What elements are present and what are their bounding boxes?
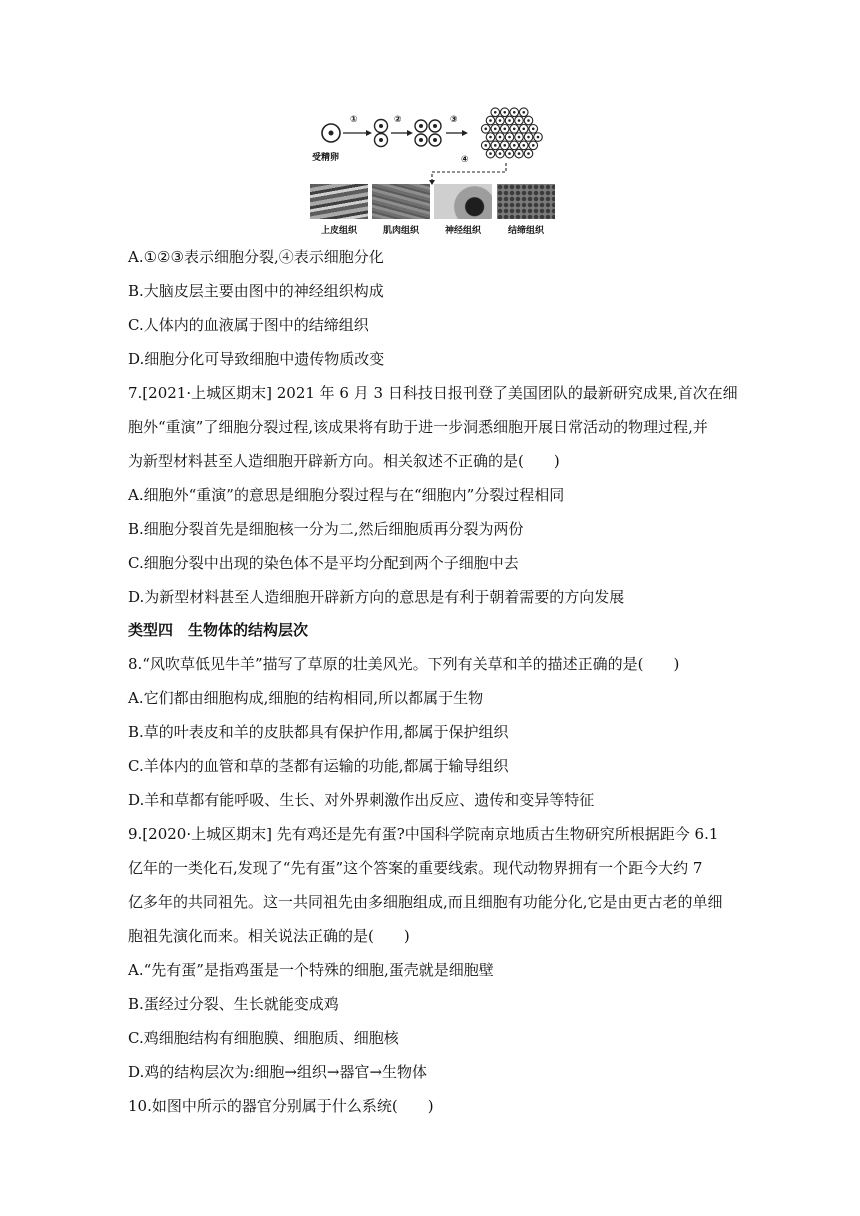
cluster-cell-nucleus bbox=[489, 136, 492, 139]
connective-tissue-image bbox=[497, 184, 555, 219]
cell-differentiation-figure bbox=[310, 100, 560, 240]
q8-option-a: A.它们都由细胞构成,细胞的结构相同,所以都属于生物 bbox=[128, 689, 484, 707]
tissue-label-connective: 结缔组织 bbox=[507, 226, 544, 236]
q7-stem-line-1: 7.[2021·上城区期末] 2021 年 6 月 3 日科技日报刊登了美国团队的最新研究成果,首次在细 bbox=[128, 384, 738, 402]
cluster-cell-nucleus bbox=[527, 136, 530, 139]
cluster-cell-nucleus bbox=[513, 127, 516, 130]
q9-option-d: D.鸡的结构层次为:细胞→组织→器官→生物体 bbox=[128, 1063, 428, 1081]
q8-stem: 8.“风吹草低见牛羊”描写了草原的壮美风光。下列有关草和羊的描述正确的是( ) bbox=[128, 655, 680, 673]
cluster-cell-nucleus bbox=[503, 111, 506, 114]
q8-option-b: B.草的叶表皮和羊的皮肤都具有保护作用,都属于保护组织 bbox=[128, 723, 509, 741]
q7-option-c: C.细胞分裂中出现的染色体不是平均分配到两个子细胞中去 bbox=[128, 554, 519, 572]
q9-stem-line-3: 亿多年的共同祖先。这一共同祖先由多细胞组成,而且细胞有功能分化,它是由更古老的单细 bbox=[128, 893, 723, 911]
cluster-cell-nucleus bbox=[532, 127, 535, 130]
q10-stem: 10.如图中所示的器官分别属于什么系统( ) bbox=[128, 1097, 434, 1115]
q9-stem-line-2: 亿年的一类化石,发现了“先有蛋”这个答案的重要线索。现代动物界拥有一个距今大约 7 bbox=[128, 859, 703, 877]
q9-option-c: C.鸡细胞结构有细胞膜、细胞质、细胞核 bbox=[128, 1029, 399, 1047]
cluster-cell-nucleus bbox=[513, 144, 516, 147]
cell-division-diagram bbox=[310, 100, 560, 185]
cluster-cell-nucleus bbox=[494, 111, 497, 114]
step-marker-1: ① bbox=[350, 115, 358, 125]
cluster-cell-nucleus bbox=[518, 136, 521, 139]
tissue-label-muscle: 肌肉组织 bbox=[382, 226, 419, 236]
cluster-cell-nucleus bbox=[527, 152, 530, 155]
zygote-label: 受精卵 bbox=[312, 153, 340, 163]
cluster-cell-nucleus bbox=[518, 152, 521, 155]
cluster-cell-nucleus bbox=[503, 127, 506, 130]
cluster-cell-nucleus bbox=[508, 136, 511, 139]
nervous-tissue-image bbox=[434, 184, 492, 219]
q7-option-b: B.细胞分裂首先是细胞核一分为二,然后细胞质再分裂为两份 bbox=[128, 520, 524, 538]
q7-stem-line-2: 胞外“重演”了细胞分裂过程,该成果将有助于进一步洞悉细胞开展日常活动的物理过程,并 bbox=[128, 418, 708, 436]
cluster-cell-nucleus bbox=[499, 152, 502, 155]
q6-option-c: C.人体内的血液属于图中的结缔组织 bbox=[128, 316, 369, 334]
cluster-cell-nucleus bbox=[527, 119, 530, 122]
cluster-cell-nucleus bbox=[494, 127, 497, 130]
cluster-cell-nucleus bbox=[518, 119, 521, 122]
section-title: 类型四 生物体的结构层次 bbox=[128, 621, 309, 639]
muscle-tissue-image bbox=[372, 184, 430, 219]
step-marker-3: ③ bbox=[450, 115, 458, 125]
q7-option-a: A.细胞外“重演”的意思是细胞分裂过程与在“细胞内”分裂过程相同 bbox=[128, 486, 565, 504]
cluster-cell-nucleus bbox=[484, 127, 487, 130]
cluster-cell-nucleus bbox=[537, 136, 540, 139]
cluster-cell-nucleus bbox=[508, 119, 511, 122]
cluster-cell-nucleus bbox=[489, 119, 492, 122]
cluster-cell-nucleus bbox=[503, 144, 506, 147]
cluster-cell-nucleus bbox=[532, 144, 535, 147]
cluster-cell-nucleus bbox=[508, 152, 511, 155]
cluster-cell-nucleus bbox=[489, 152, 492, 155]
cluster-cell-nucleus bbox=[499, 136, 502, 139]
cluster-cell-nucleus bbox=[522, 111, 525, 114]
tissue-label-nervous: 神经组织 bbox=[444, 226, 481, 236]
q6-option-b: B.大脑皮层主要由图中的神经组织构成 bbox=[128, 282, 384, 300]
step-marker-2: ② bbox=[394, 115, 402, 125]
cluster-cell-nucleus bbox=[522, 144, 525, 147]
tissue-label-epithelial: 上皮组织 bbox=[320, 226, 357, 236]
q7-option-d: D.为新型材料甚至人造细胞开辟新方向的意思是有利于朝着需要的方向发展 bbox=[128, 588, 625, 606]
cluster-cell-nucleus bbox=[484, 144, 487, 147]
q9-option-a: A.“先有蛋”是指鸡蛋是一个特殊的细胞,蛋壳就是细胞壁 bbox=[128, 961, 494, 979]
q7-stem-line-3: 为新型材料甚至人造细胞开辟新方向。相关叙述不正确的是( ) bbox=[128, 452, 560, 470]
q9-stem-line-4: 胞祖先演化而来。相关说法正确的是( ) bbox=[128, 927, 410, 945]
q8-option-c: C.羊体内的血管和草的茎都有运输的功能,都属于输导组织 bbox=[128, 757, 509, 775]
cluster-cell-nucleus bbox=[522, 127, 525, 130]
step-marker-4: ④ bbox=[461, 155, 469, 165]
cluster-cell-nucleus bbox=[499, 119, 502, 122]
q6-option-d: D.细胞分化可导致细胞中遗传物质改变 bbox=[128, 350, 385, 368]
q9-option-b: B.蛋经过分裂、生长就能变成鸡 bbox=[128, 995, 339, 1013]
q9-stem-line-1: 9.[2020·上城区期末] 先有鸡还是先有蛋?中国科学院南京地质古生物研究所根据距今 6.1 bbox=[128, 825, 719, 843]
q8-option-d: D.羊和草都有能呼吸、生长、对外界刺激作出反应、遗传和变异等特征 bbox=[128, 791, 595, 809]
cluster-cell-nucleus bbox=[494, 144, 497, 147]
q6-option-a: A.①②③表示细胞分裂,④表示细胞分化 bbox=[128, 248, 384, 266]
epithelial-tissue-image bbox=[310, 184, 368, 219]
cluster-cell-nucleus bbox=[513, 111, 516, 114]
